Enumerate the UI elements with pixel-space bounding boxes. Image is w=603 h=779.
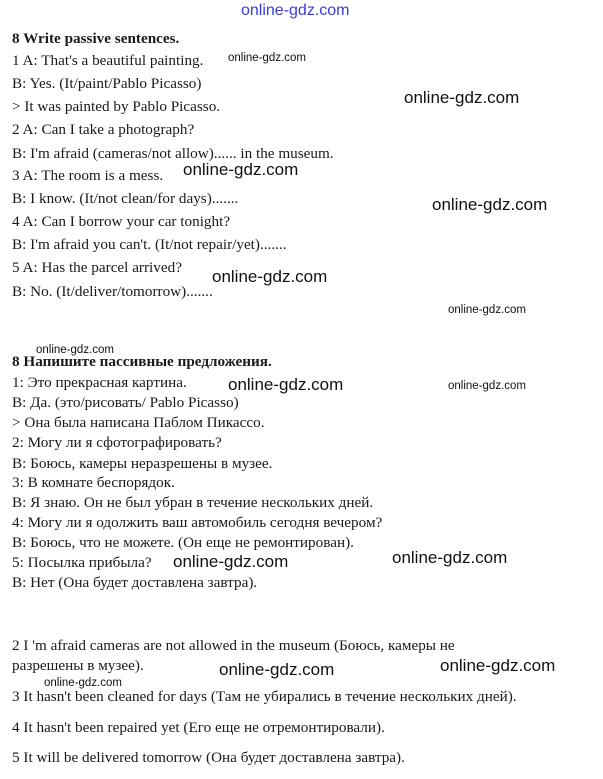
watermark: online-gdz.com	[228, 375, 344, 394]
watermark: online-gdz.com	[219, 660, 335, 679]
russian-line: 4: Могу ли я одолжить ваш автомобиль сегодня вечером?	[12, 514, 383, 531]
english-line: 5 A: Has the parcel arrived?	[12, 259, 182, 276]
russian-line: 5: Посылка прибыла?	[12, 554, 152, 571]
english-line: B: I'm afraid you can't. (It/not repair/yet).......	[12, 236, 287, 253]
english-line: > It was painted by Pablo Picasso.	[12, 98, 221, 115]
english-line: B: No. (It/deliver/tomorrow).......	[12, 283, 213, 300]
russian-line: 3: В комнате беспорядок.	[12, 474, 175, 491]
answer-line: 2 I 'm afraid cameras are not allowed in the museum (Боюсь, камеры не	[12, 637, 455, 654]
english-line: B: Yes. (It/paint/Pablo Picasso)	[12, 75, 202, 92]
watermark: online-gdz.com	[404, 88, 520, 107]
watermark: online-gdz.com	[228, 52, 306, 64]
watermark: online-gdz.com	[183, 160, 299, 179]
russian-line: В: Нет (Она будет доставлена завтра).	[12, 574, 258, 591]
watermark: online-gdz.com	[212, 267, 328, 286]
russian-line: В: Да. (это/рисовать/ Pablo Picasso)	[12, 394, 239, 411]
watermark: online-gdz.com	[44, 677, 122, 689]
english-line: B: I'm afraid (cameras/not allow)...... in the museum.	[12, 145, 334, 162]
watermark: online-gdz.com	[432, 195, 548, 214]
watermark: online-gdz.com	[448, 304, 526, 316]
russian-line: 2: Могу ли я сфотографировать?	[12, 434, 222, 451]
watermark: online-gdz.com	[36, 344, 114, 356]
english-line: 3 A: The room is a mess.	[12, 167, 164, 184]
watermark: online-gdz.com	[173, 552, 289, 571]
english-line: B: I know. (It/not clean/for days).......	[12, 190, 239, 207]
russian-heading: 8 Напишите пассивные предложения.	[12, 353, 272, 370]
english-line: 1 A: That's a beautiful painting.	[12, 52, 204, 69]
answer-line: 3 It hasn't been cleaned for days (Там не убирались в течение нескольких дней).	[12, 688, 517, 705]
russian-line: > Она была написана Паблом Пикассо.	[12, 414, 265, 431]
english-line: 2 A: Can I take a photograph?	[12, 121, 195, 138]
watermark: online-gdz.com	[448, 380, 526, 392]
answer-line: 5 It will be delivered tomorrow (Она будет доставлена завтра).	[12, 749, 405, 766]
answer-line: 4 It hasn't been repaired yet (Его еще не отремонтировали).	[12, 719, 385, 736]
english-heading: 8 Write passive sentences.	[12, 30, 180, 47]
russian-line: 1: Это прекрасная картина.	[12, 374, 187, 391]
russian-line: В: Я знаю. Он не был убран в течение нескольких дней.	[12, 494, 374, 511]
english-line: 4 A: Can I borrow your car tonight?	[12, 213, 231, 230]
russian-line: В: Боюсь, что не можете. (Он еще не ремонтирован).	[12, 534, 354, 551]
watermark: online-gdz.com	[440, 656, 556, 675]
watermark: online-gdz.com	[392, 548, 508, 567]
watermark-top: online-gdz.com	[241, 2, 350, 19]
russian-line: В: Боюсь, камеры неразрешены в музее.	[12, 455, 273, 472]
answer-line: разрешены в музее).	[12, 657, 144, 674]
